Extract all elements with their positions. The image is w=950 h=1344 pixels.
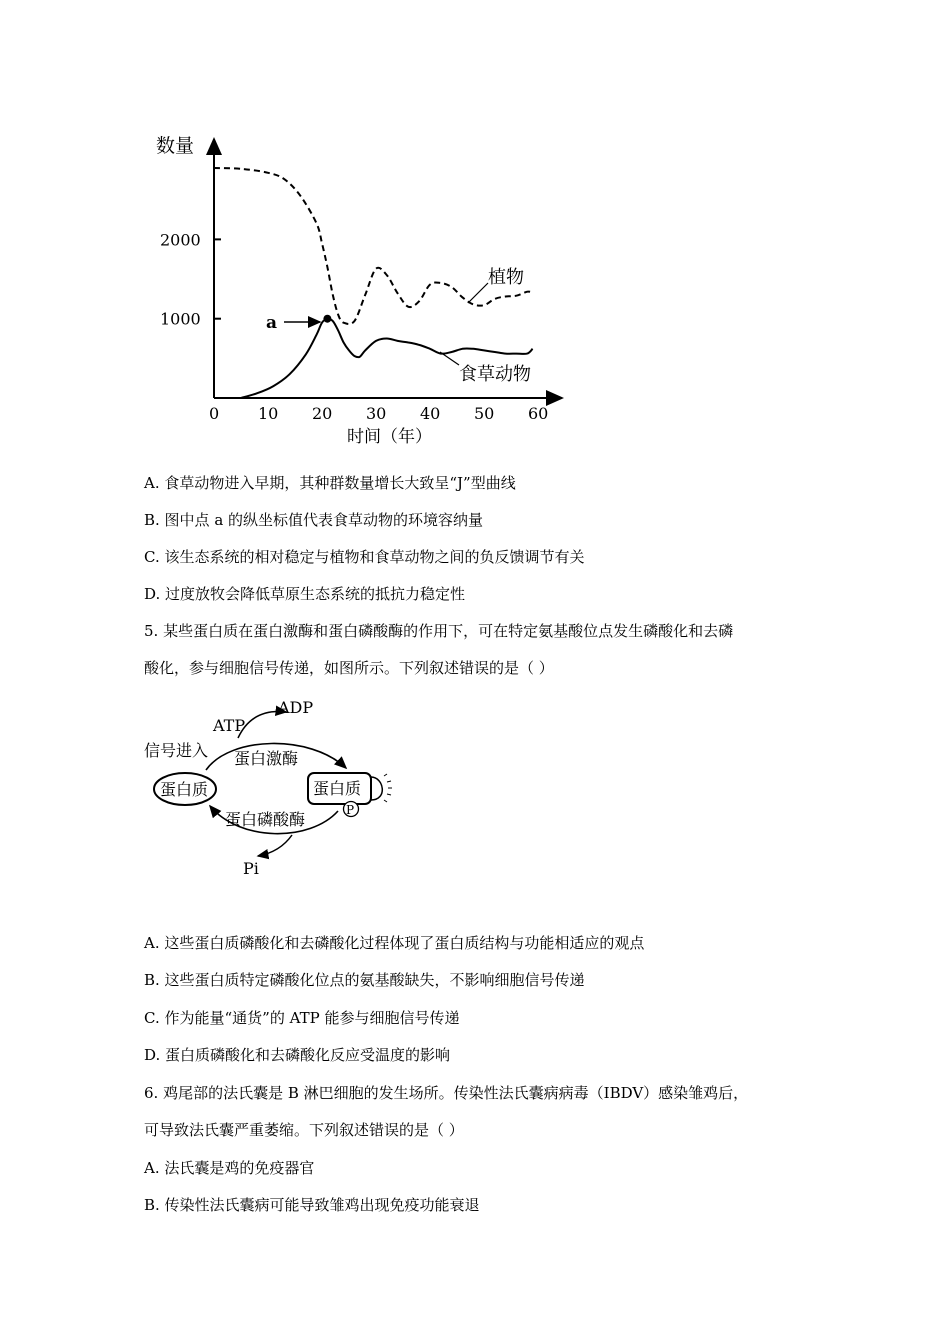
q6-option-a: A. 法氏囊是鸡的免疫器官 bbox=[144, 1159, 315, 1177]
x-tick-label: 60 bbox=[528, 404, 549, 423]
protein-right-label: 蛋白质 bbox=[313, 779, 362, 798]
herbivore-leader-line bbox=[440, 352, 459, 365]
population-chart bbox=[150, 125, 580, 455]
atp-label: ATP bbox=[213, 716, 246, 735]
kinase-label: 蛋白激酶 bbox=[234, 749, 299, 768]
q5-option-d: D. 蛋白质磷酸化和去磷酸化反应受温度的影响 bbox=[144, 1046, 451, 1064]
phosphatase-label: 蛋白磷酸酶 bbox=[225, 810, 306, 829]
q5-stem-line1: 5. 某些蛋白质在蛋白激酶和蛋白磷酸酶的作用下，可在特定氨基酸位点发生磷酸化和去磷 bbox=[144, 622, 734, 640]
series-plant-line bbox=[214, 168, 533, 324]
protein-right-fringe bbox=[384, 774, 392, 802]
x-tick-label: 0 bbox=[209, 404, 220, 423]
q6-option-b: B. 传染性法氏囊病可能导致雏鸡出现免疫功能衰退 bbox=[144, 1196, 480, 1214]
series-herbivore-line bbox=[241, 319, 533, 398]
q4-option-d: D. 过度放牧会降低草原生态系统的抵抗力稳定性 bbox=[144, 585, 466, 603]
phosphate-mark: P bbox=[346, 803, 355, 817]
q6-stem-line1: 6. 鸡尾部的法氏囊是 B 淋巴细胞的发生场所。传染性法氏囊病病毒（IBDV）感染雏鸡后， bbox=[144, 1084, 749, 1102]
plant-leader-line bbox=[468, 283, 488, 303]
pi-label: Pi bbox=[243, 859, 259, 878]
y-tick-label: 1000 bbox=[160, 309, 201, 329]
signal-label: 信号进入 bbox=[144, 741, 209, 760]
herbivore-label: 食草动物 bbox=[459, 364, 531, 385]
x-tick-label: 10 bbox=[258, 404, 279, 423]
q6-stem-line2: 可导致法氏囊严重萎缩。下列叙述错误的是（ ） bbox=[144, 1121, 464, 1139]
protein-left-label: 蛋白质 bbox=[160, 780, 209, 799]
phosphorylation-diagram bbox=[140, 692, 410, 882]
y-tick-label: 2000 bbox=[160, 230, 201, 250]
q5-option-a: A. 这些蛋白质磷酸化和去磷酸化过程体现了蛋白质结构与功能相适应的观点 bbox=[144, 934, 645, 952]
q4-option-a: A. 食草动物进入早期，其种群数量增长大致呈“J”型曲线 bbox=[144, 474, 516, 492]
x-axis-label: 时间（年） bbox=[347, 427, 432, 447]
point-a-marker bbox=[323, 315, 331, 323]
q4-option-c: C. 该生态系统的相对稳定与植物和食草动物之间的负反馈调节有关 bbox=[144, 548, 585, 566]
plant-label: 植物 bbox=[488, 267, 524, 288]
x-tick-label: 20 bbox=[312, 404, 333, 423]
point-a-label: a bbox=[266, 313, 278, 333]
y-axis-label: 数量 bbox=[156, 135, 195, 157]
pi-release-arrow bbox=[258, 835, 292, 856]
q5-option-c: C. 作为能量“通货”的 ATP 能参与细胞信号传递 bbox=[144, 1009, 460, 1027]
adp-label: ADP bbox=[278, 698, 314, 717]
protein-right-tail bbox=[371, 777, 382, 800]
q4-option-b: B. 图中点 a 的纵坐标值代表食草动物的环境容纳量 bbox=[144, 511, 484, 529]
x-tick-label: 50 bbox=[474, 404, 495, 423]
x-tick-label: 40 bbox=[420, 404, 441, 423]
x-tick-label: 30 bbox=[366, 404, 387, 423]
q5-stem-line2: 酸化，参与细胞信号传递，如图所示。下列叙述错误的是（ ） bbox=[144, 659, 554, 677]
q5-option-b: B. 这些蛋白质特定磷酸化位点的氨基酸缺失，不影响细胞信号传递 bbox=[144, 971, 585, 989]
